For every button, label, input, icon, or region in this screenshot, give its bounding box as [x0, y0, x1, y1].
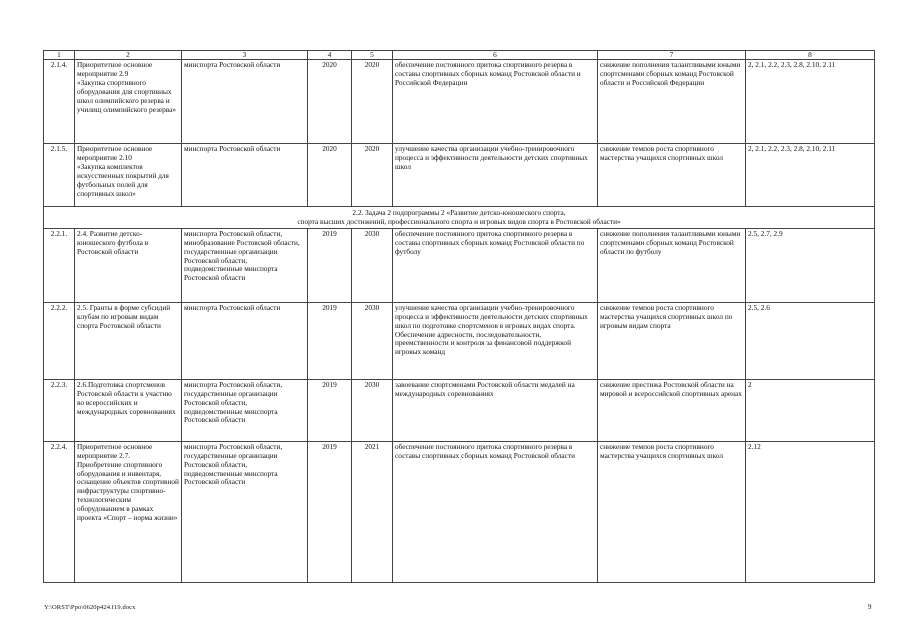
file-path-footer: Y:\ORST\Ppo\0620p424.f19.docx [44, 604, 136, 611]
row-number: 2.1.5. [44, 144, 75, 207]
non-implementation-consequence: снижение темпов роста спортивного мастерства учащихся спортивных школ [598, 441, 746, 582]
indicator-links: 2, 2.1, 2.2, 2.3, 2.8, 2.10, 2.11 [746, 60, 875, 144]
column-number: 4 [308, 51, 352, 60]
measure-name: 2.5. Гранты в форме субсидий клубам по игровым видам спорта Ростовской области [75, 302, 182, 379]
start-year: 2019 [308, 228, 352, 302]
measure-name: Приоритетное основное мероприятие 2.9 «Закупка спортивного оборудования для спортивных школ олимпийского резерва и училищ олимпийского резерва» [75, 60, 182, 144]
indicator-links: 2.5, 2.6 [746, 302, 875, 379]
column-number: 8 [746, 51, 875, 60]
table-row [44, 302, 875, 379]
start-year: 2019 [308, 441, 352, 582]
executor: минспорта Ростовской области [182, 60, 308, 144]
page-number: 9 [868, 603, 872, 611]
row-number: 2.2.1. [44, 228, 75, 302]
indicator-links: 2.12 [746, 441, 875, 582]
column-number: 6 [393, 51, 598, 60]
end-year: 2030 [352, 228, 393, 302]
non-implementation-consequence: снижение темпов роста спортивного мастерства учащихся спортивных школ [598, 144, 746, 207]
column-number: 2 [75, 51, 182, 60]
end-year: 2021 [352, 441, 393, 582]
row-number: 2.1.4. [44, 60, 75, 144]
table-row [44, 228, 875, 302]
section-heading-line-1: 2.2. Задача 2 подпрограммы 2 «Развитие детско-юношеского спорта, [352, 208, 566, 217]
expected-result: обеспечение постоянного притока спортивного резерва в составы спортивных сборных команд Ростовской области [393, 441, 598, 582]
table-row [44, 60, 875, 144]
column-number: 5 [352, 51, 393, 60]
section-heading-row [44, 207, 875, 229]
end-year: 2030 [352, 379, 393, 441]
non-implementation-consequence: снижение престижа Ростовской области на мировой и всероссийской спортивных аренах [598, 379, 746, 441]
expected-result: обеспечение постоянного притока спортивного резерва в составы спортивных сборных команд Ростовской области и Российской Федерации [393, 60, 598, 144]
expected-result: улучшение качества организации учебно-тренировочного процесса и эффективности деятельности детских спортивных школ [393, 144, 598, 207]
start-year: 2019 [308, 302, 352, 379]
non-implementation-consequence: снижение пополнения талантливыми юными спортсменами сборных команд Ростовской области и Российской Федерации [598, 60, 746, 144]
document-table-container [43, 50, 874, 583]
measure-name: Приоритетное основное мероприятие 2.7. Приобретение спортивного оборудования и инвентаря, оснащение объектов спортивной инфраструктуры спортивно-технологическим оборудованием в рамках проекта «Спорт – норма жизни» [75, 441, 182, 582]
start-year: 2019 [308, 379, 352, 441]
table-row [44, 144, 875, 207]
table-row [44, 441, 875, 582]
non-implementation-consequence: снижение темпов роста спортивного мастерства учащихся спортивных школ по игровым видам спорта [598, 302, 746, 379]
executor: минспорта Ростовской области [182, 144, 308, 207]
executor: минспорта Ростовской области, минобразование Ростовской области, государственные организации Ростовской области, подведомственные минспорта Ростовской области [182, 228, 308, 302]
executor: минспорта Ростовской области, государственные организации Ростовской области, подведомственные минспорта Ростовской области [182, 379, 308, 441]
section-heading-line-2: спорта высших достижений, профессионального спорта и игровых видов спорта в Ростовской области» [297, 216, 621, 226]
indicator-links: 2, 2.1, 2.2, 2.3, 2.8, 2.10, 2.11 [746, 144, 875, 207]
non-implementation-consequence: снижение пополнения талантливыми юными спортсменами сборных команд Ростовской области по футболу [598, 228, 746, 302]
measure-name: Приоритетное основное мероприятие 2.10 «Закупка комплектов искусственных покрытий для футбольных полей для спортивных школ» [75, 144, 182, 207]
end-year: 2020 [352, 60, 393, 144]
end-year: 2020 [352, 144, 393, 207]
table-row [44, 379, 875, 441]
executor: минспорта Ростовской области [182, 302, 308, 379]
column-number: 3 [182, 51, 308, 60]
row-number: 2.2.4. [44, 441, 75, 582]
executor: минспорта Ростовской области, государственные организации Ростовской области, подведомственные минспорта Ростовской области [182, 441, 308, 582]
measure-name: 2.4. Развитие детско-юношеского футбола в Ростовской области [75, 228, 182, 302]
column-number: 1 [44, 51, 75, 60]
expected-result: обеспечение постоянного притока спортивного резерва в составы спортивных сборных команд Ростовской области по футболу [393, 228, 598, 302]
indicator-links: 2 [746, 379, 875, 441]
expected-result: улучшение качества организации учебно-тренировочного процесса и эффективности деятельности детских спортивных школ по подготовке спортсменов в игровых видах спорта. Обеспечение адресности, последовательности, преемственности и контроля за финансовой поддержкой игровых команд [393, 302, 598, 379]
expected-result: завоевание спортсменами Ростовской области медалей на международных соревнованиях [393, 379, 598, 441]
row-number: 2.2.3. [44, 379, 75, 441]
indicator-links: 2.5, 2.7, 2.9 [746, 228, 875, 302]
section-heading [44, 207, 875, 229]
measure-name: 2.6.Подготовка спортсменов Ростовской области к участию во всероссийских и международных соревнованиях [75, 379, 182, 441]
end-year: 2030 [352, 302, 393, 379]
start-year: 2020 [308, 144, 352, 207]
row-number: 2.2.2. [44, 302, 75, 379]
measures-table [43, 50, 875, 583]
column-number: 7 [598, 51, 746, 60]
start-year: 2020 [308, 60, 352, 144]
column-number-row [44, 51, 875, 60]
